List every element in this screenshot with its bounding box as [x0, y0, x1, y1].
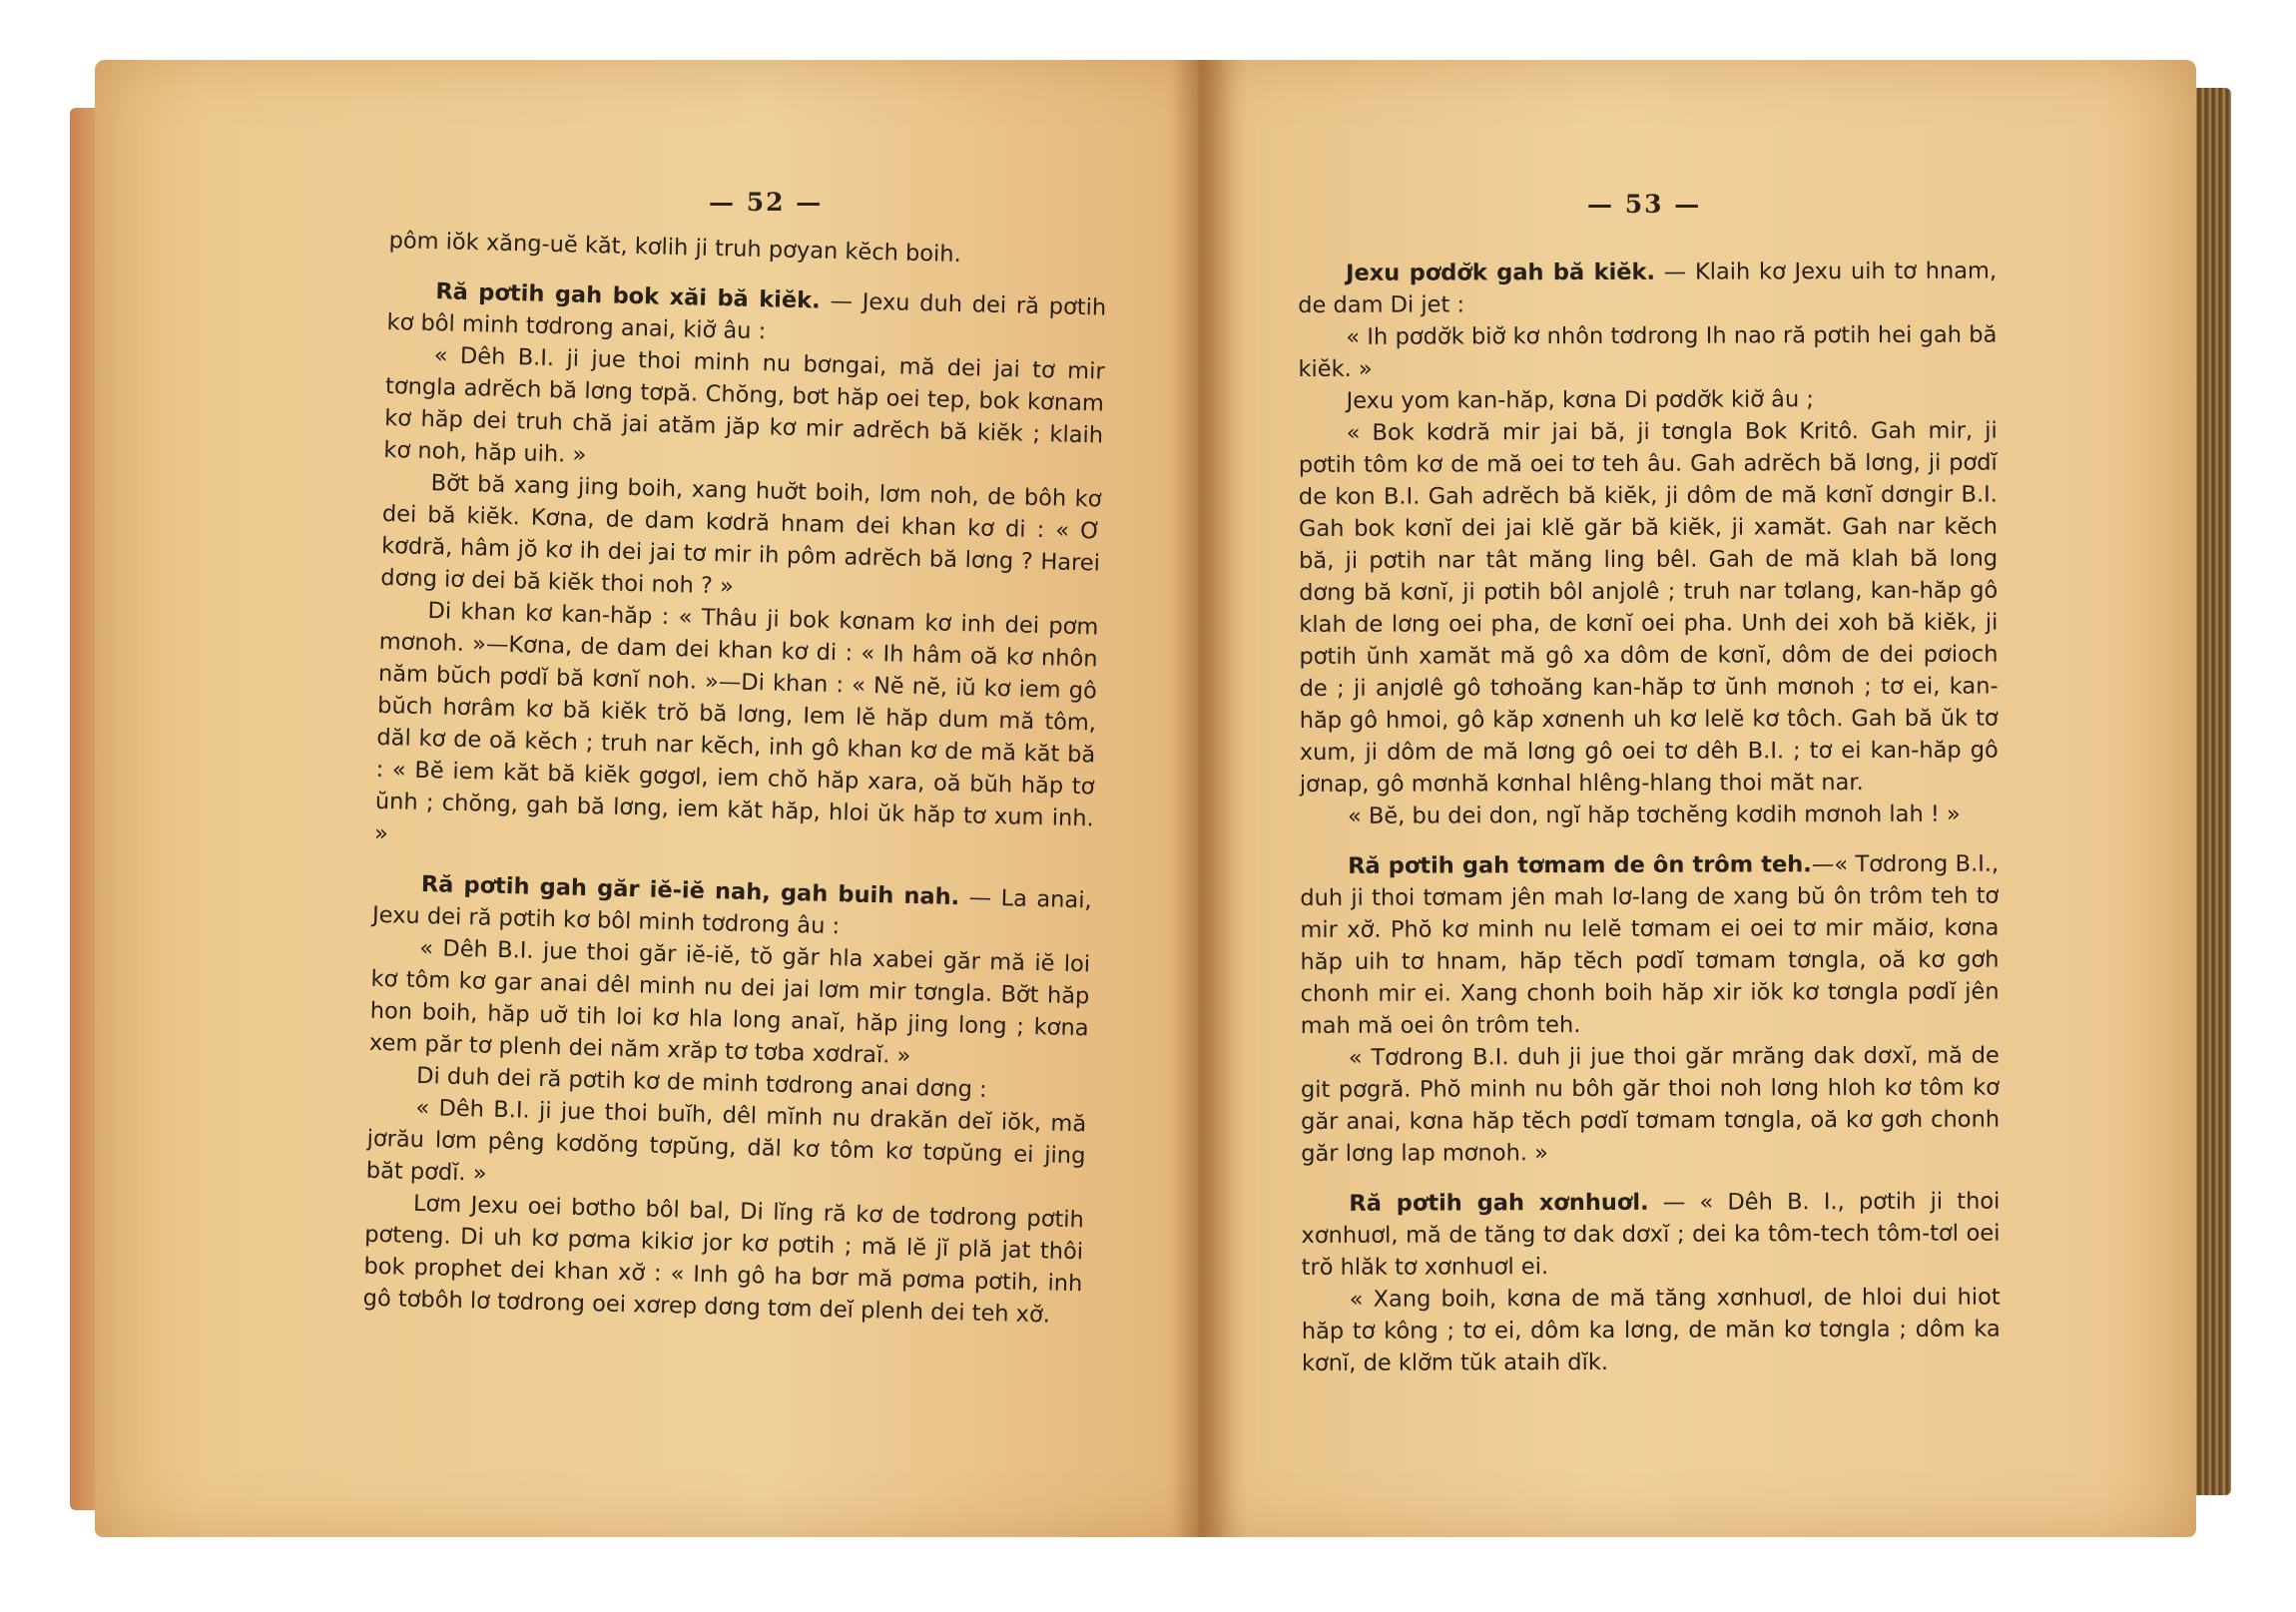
- paragraph: pôm iŏk xăng-uĕ kăt, kơlih ji truh pơyan kĕch boih.: [388, 227, 962, 268]
- section-paragraph: [1298, 256, 1997, 321]
- left-page-number: — 52 —: [709, 188, 824, 217]
- paragraph: « Ih pơdơ̆k biơ̆ kơ nhôn tơdrong Ih nao ră pơtih hei gah bă kiĕk. »: [1298, 321, 1998, 382]
- section-heading: Ră pơtih gah xơnhuơl.: [1349, 1189, 1649, 1217]
- right-page-edges: [2191, 88, 2231, 1495]
- section-heading: Jexu pơdơ̆k gah bă kiĕk.: [1346, 259, 1656, 286]
- paragraph-text: — Jexu duh dei ră pơtih kơ bôl minh tơdrong anai, kiơ̆ âu :: [386, 287, 1107, 345]
- section-paragraph: [1300, 848, 2000, 1042]
- paragraph: « Bok kơdră mir jai bă, ji tơngla Bok Kritô. Gah mir, ji pơtih tôm kơ de mă oei tơ teh âu. Gah adrĕch bă lơng, ji pơdĭ de kon B.I. Gah adrĕch bă kiĕk, ji dôm de mă kơnĭ dơngir B.I. Gah bok kơnĭ dei jai klĕ găr bă kiĕk, ji xamăt. Gah nar kĕch bă, ji pơtih nar tât măng ling bêl. Gah de mă klah bă long dơng bă kơnĭ, ji pơtih bôl anjolê ; truh nar tơlang, kan-hăp gô klah de lơng oei pha, de kơnĭ oei pha. Unh dei xoh bă kiĕk, ji pơtih ŭnh xamăt mă gô xa dôm de kơnĭ, dôm de dei pơioch de ; ji anjơlê gô tơhoăng kan-hăp tơ ŭnh mơnoh ; tơ ei, kan-hăp gô hmoi, gô kăp xơnenh uh kơ lelĕ kơ tôch. Gah bă ŭk tơ xum, ji dôm de mă lơng gô oei tơ dêh B.I. ; tơ ei kan-hăp gô jơnap, gô mơnhă kơnhal hlêng-hlang thoi măt nar.: [1298, 417, 1999, 798]
- paragraph: « Bĕ, bu dei don, ngĭ hăp tơchĕng kơdih mơnoh lah ! »: [1347, 801, 1961, 829]
- paragraph: « Tơdrong B.I. duh ji jue thoi găr mrăng dak dơxĭ, mă de git pơgră. Phŏ minh nu bôh găr thoi noh lơng hloh kơ tôm kơ găr anai, kơna hăp tĕch pơdĭ tơmam tơngla, oă kơ gơh chonh găr lơng lap mơnoh. »: [1300, 1042, 2001, 1167]
- paragraph-text: — Klaih kơ Jexu uih tơ hnam, de dam Di jet :: [1298, 258, 1998, 318]
- paragraph: Di khan kơ kan-hăp : « Thâu ji bok kơnam kơ inh dei pơm mơnoh. »—Kơna, de dam dei khan kơ di : « Ih hâm oă kơ nhôn năm bŭch pơdĭ bă kơnĭ noh. »—Di khan : « Nĕ nĕ, iŭ kơ iem gô bŭch hơrâm kơ bă kiĕk trŏ bă lơng, Iem lĕ hăp dum mă tôm, dăl kơ de oă kĕch ; truh nar kĕch, inh gô khan kơ de mă kăt bă : « Bĕ iem kăt bă kiĕk gơgơl, iem chŏ hăp xara, oă bŭh hăp tơ ŭnh ; chŏng, gah bă lơng, iem kăt hăp, hloi ŭk hăp tơ xum inh. »: [373, 598, 1099, 847]
- right-page-number: — 53 —: [1587, 190, 1702, 219]
- section-heading: Ră pơtih gah bok xăi bă kiĕk.: [435, 278, 822, 314]
- paragraph-text: — « Dêh B. I., pơtih ji thoi xơnhuơl, mă de tăng tơ dak dơxĭ ; dei ka tôm-tech tôm-tơl oei trŏ hlăk tơ xơnhuơl ei.: [1301, 1188, 2001, 1281]
- paragraph: Bơ̆t bă xang jing boih, xang huơ̆t boih, lơm noh, de bôh kơ dei bă kiĕk. Kơna, de dam kơdră hnam dei khan kơ di : « Ơ kơdră, hâm jŏ kơ ih dei jai tơ mir ih pôm adrĕch bă lơng ? Harei dơng iơ dei bă kiĕk thoi noh ? »: [380, 470, 1102, 600]
- paragraph: « Dêh B.I. ji jue thoi minh nu bơngai, mă dei jai tơ mir tơngla adrĕch bă lơng tơpă. Chŏng, bơt hăp oei tep, bok kơnam kơ hăp dei truh chă jai atăm jăp kơ mir adrĕch bă kiĕk ; klaih kơ noh, hăp uih. »: [383, 342, 1105, 468]
- left-page-text: [362, 225, 1107, 1332]
- right-page-text: [1298, 238, 2001, 1379]
- paragraph: « Dêh B.I. ji jue thoi buĭh, dêl mĭnh nu drakăn deĭ iŏk, mă jơrău lơm pêng kơdŏng tơpŭng, dăl kơ tôm kơ tơpŭng ei jing băt pơdĭ. »: [365, 1094, 1087, 1187]
- section-paragraph: [1301, 1186, 2000, 1284]
- section-heading: Ră pơtih gah găr iĕ-iĕ nah, gah buih nah.: [420, 870, 960, 911]
- paragraph: « Xang boih, kơna de mă tăng xơnhuơl, de hloi dui hiot hăp tơ kông ; tơ ei, dôm ka lơng, de măn kơ tơngla ; dôm ka kơnĭ, de klơ̆m tŭk ataih dĭk.: [1301, 1284, 2001, 1376]
- section-heading: Ră pơtih gah tơmam de ôn trôm teh.: [1348, 851, 1812, 879]
- paragraph-text: —« Tơdrong B.I., duh ji thoi tơmam jên mah lơ-lang de xang bŭ ôn trôm teh tơ mir xơ̆. Phŏ kơ minh nu lelĕ tơmam ei oei tơ mir măiơ, kơna hăp uih tơ hnam, hăp tĕch pơdĭ tơmam tơngla, oă kơ gơh chonh mir ei. Xang chonh boih hăp xir iŏk kơ tơngla pơdĭ jên mah mă oei ôn trôm teh.: [1300, 850, 2000, 1039]
- book-gutter: [1173, 60, 1233, 1537]
- paragraph-text: — La anai, Jexu dei ră pơtih kơ bôl minh tơdrong âu :: [371, 884, 1092, 940]
- paragraph: Lơm Jexu oei bơtho bôl bal, Di lĭng ră kơ de tơdrong pơtih pơteng. Di uh kơ pơma kikiơ jor kơ pơtih ; mă lĕ jĭ plă jat thôi bok prophet dei khan xơ̆ : « Inh gô ha bơr mă pơma pơtih, inh gô tơbôh lơ tơdrong oei xơrep dơng tơm deĭ plenh dei teh xơ̆.: [362, 1190, 1085, 1329]
- paragraph: Jexu yom kan-hăp, kơna Di pơdơ̆k kiơ̆ âu ;: [1346, 386, 1814, 414]
- paragraph: « Dêh B.I. jue thoi găr iĕ-iĕ, tŏ găr hla xabei găr mă iĕ loi kơ tôm kơ gar anai dêl minh nu dei jai lơm mir tơngla. Bơ̆t hăp hon boih, hăp uơ̆ tih loi kơ hla long anaĭ, hăp jing long ; kơna xem păr tơ plenh dei năm xrăp tơ tơba xơdraĭ. »: [368, 934, 1091, 1070]
- watermark: IRASIA: [2214, 1574, 2276, 1593]
- paragraph: Di duh dei ră pơtih kơ de minh tơdrong anai dơng :: [415, 1062, 987, 1103]
